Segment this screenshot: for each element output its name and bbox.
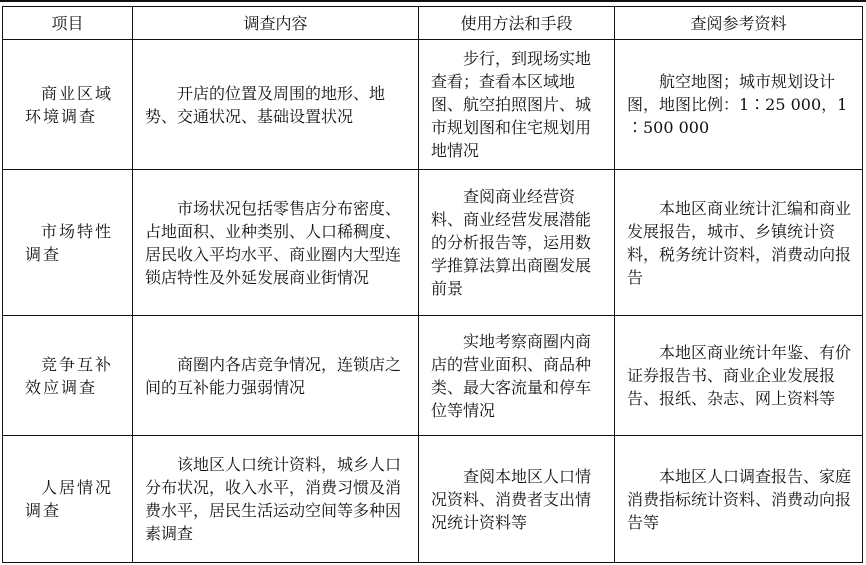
- content-text: 市场状况包括零售店分布密度、占地面积、业种类别、人口稀稠度、居民收入平均水平、商业圈内大型连锁店特性及外延发展商业街情况: [145, 198, 402, 287]
- content-text: 开店的位置及周围的地形、地势、交通状况、基础设置状况: [145, 83, 386, 126]
- reference-cell: [615, 436, 863, 563]
- content-cell: [133, 436, 419, 563]
- reference-cell: [615, 40, 863, 170]
- content-text: 该地区人口统计资料，城乡人口分布状况，收入水平，消费习惯及消费水平，居民生活运动空间等多种因素调查: [145, 455, 402, 543]
- method-text: 查阅商业经营资料、商业经营发展潜能的分析报告等，运用数学推算法算出商圈发展前景: [431, 187, 592, 298]
- item-text: 竞争互补效应调查: [25, 354, 114, 397]
- method-cell: [419, 316, 615, 436]
- table-row: [3, 316, 863, 436]
- header-method: 使用方法和手段: [419, 7, 615, 40]
- item-cell: [3, 170, 133, 316]
- survey-table: [2, 6, 863, 563]
- reference-cell: [615, 316, 863, 436]
- method-cell: [419, 436, 615, 563]
- reference-text: 本地区商业统计年鉴、有价证券报告书、商业企业发展报告、报纸、杂志、网上资料等: [627, 343, 852, 408]
- header-content: 调查内容: [133, 7, 419, 40]
- item-cell: [3, 436, 133, 563]
- content-text: 商圈内各店竞争情况，连锁店之间的互补能力强弱情况: [145, 354, 402, 397]
- reference-text: 本地区商业统计汇编和商业发展报告，城市、乡镇统计资料，税务统计资料，消费动向报告: [627, 198, 852, 287]
- content-cell: [133, 40, 419, 170]
- top-rule: [0, 0, 866, 2]
- header-row: [3, 7, 863, 40]
- reference-text: 航空地图；城市规划设计图，地图比例：1∶25 000，1∶500 000: [627, 72, 848, 137]
- item-text: 人居情况调查: [25, 478, 114, 520]
- method-cell: [419, 40, 615, 170]
- table-row: [3, 436, 863, 563]
- method-cell: [419, 170, 615, 316]
- table-row: [3, 40, 863, 170]
- content-cell: [133, 170, 419, 316]
- item-text: 市场特性调查: [25, 221, 114, 264]
- reference-cell: [615, 170, 863, 316]
- method-text: 查阅本地区人口情况资料、消费者支出情况统计资料等: [431, 466, 592, 532]
- method-text: 实地考察商圈内商店的营业面积、商品种类、最大客流量和停车位等情况: [431, 331, 592, 420]
- item-cell: [3, 316, 133, 436]
- item-cell: [3, 40, 133, 170]
- table-row: [3, 170, 863, 316]
- reference-text: 本地区人口调查报告、家庭消费指标统计资料、消费动向报告等: [627, 466, 852, 532]
- item-text: 商业区域环境调查: [25, 83, 114, 126]
- header-item: 项目: [3, 7, 133, 40]
- content-cell: [133, 316, 419, 436]
- header-reference: 查阅参考资料: [615, 7, 863, 40]
- method-text: 步行，到现场实地查看；查看本区域地图、航空拍照图片、城市规划图和住宅规划用地情况: [431, 49, 592, 160]
